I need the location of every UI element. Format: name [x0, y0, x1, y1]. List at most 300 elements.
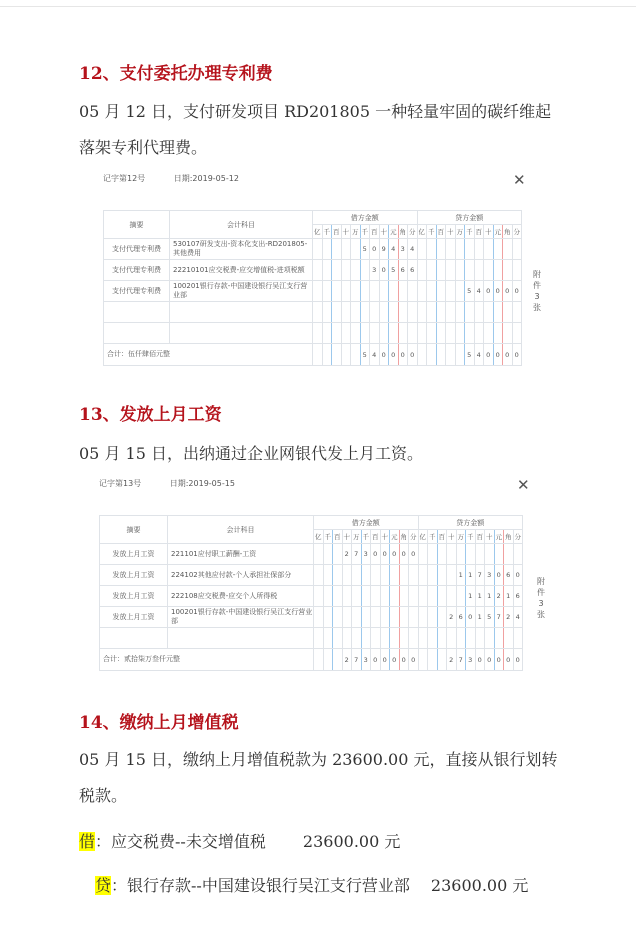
total-debit-digit: 0 — [399, 649, 409, 671]
credit-digit: 4 — [474, 281, 484, 302]
debit-digit — [332, 302, 342, 323]
credit-digit — [465, 260, 475, 281]
debit-digit — [352, 628, 362, 649]
debit-digit: 6 — [408, 260, 418, 281]
total-credit-digit — [417, 344, 427, 366]
credit-digit — [494, 544, 504, 565]
debit-digit — [323, 607, 333, 628]
credit-digit — [513, 628, 523, 649]
debit-digit — [389, 323, 399, 344]
digit-header: 百 — [474, 225, 484, 239]
credit-digit — [428, 565, 438, 586]
credit-digit — [456, 586, 466, 607]
total-debit-digit: 0 — [371, 649, 381, 671]
credit-digit: 0 — [466, 607, 476, 628]
credit-digit: 1 — [485, 586, 495, 607]
debit-digit — [380, 586, 390, 607]
credit-digit — [428, 628, 438, 649]
attachment-note — [531, 269, 543, 313]
debit-digit — [399, 607, 409, 628]
credit-digit — [427, 260, 437, 281]
voucher-header — [99, 478, 235, 489]
credit-digit: 7 — [475, 565, 485, 586]
digit-header: 万 — [455, 225, 465, 239]
row-summary: 发放上月工资 — [100, 586, 168, 607]
credit-digit — [446, 239, 456, 260]
debit-digit: 0 — [409, 544, 419, 565]
credit-digit — [427, 281, 437, 302]
debit-digit: 3 — [361, 544, 371, 565]
total-credit-digit: 0 — [504, 649, 514, 671]
debit-digit — [313, 260, 323, 281]
total-credit-digit — [428, 649, 438, 671]
debit-digit — [361, 565, 371, 586]
credit-digit — [417, 239, 427, 260]
debit-digit — [398, 281, 408, 302]
row-account: 100201银行存款-中国建设银行吴江支行营业部 — [170, 281, 313, 302]
credit-digit — [436, 281, 446, 302]
close-icon[interactable]: ✕ — [513, 171, 526, 189]
debit-digit — [352, 565, 362, 586]
debit-digit — [313, 323, 323, 344]
digit-header: 千 — [427, 225, 437, 239]
total-debit-digit — [314, 649, 324, 671]
voucher-number: 记字第13号 — [99, 479, 142, 488]
credit-digit — [436, 323, 446, 344]
credit-digit — [418, 565, 428, 586]
credit-digit — [503, 260, 513, 281]
debit-digit — [351, 302, 361, 323]
debit-digit — [370, 323, 380, 344]
credit-digit — [466, 628, 476, 649]
debit-digit — [380, 565, 390, 586]
credit-digit: 2 — [447, 607, 457, 628]
col-credit: 贷方金额 — [417, 211, 522, 225]
total-debit-digit: 0 — [380, 649, 390, 671]
total-credit-digit: 0 — [493, 344, 503, 366]
credit-digit — [446, 323, 456, 344]
digit-header: 分 — [409, 530, 419, 544]
digit-header: 角 — [503, 225, 513, 239]
voucher-number: 记字第12号 — [103, 174, 146, 183]
debit-digit — [370, 302, 380, 323]
credit-digit: 0 — [512, 281, 522, 302]
total-credit-digit: 0 — [513, 649, 523, 671]
debit-digit — [323, 544, 333, 565]
voucher-13 — [99, 476, 545, 688]
credit-digit: 6 — [504, 565, 514, 586]
debit-digit: 0 — [371, 544, 381, 565]
debit-digit — [323, 565, 333, 586]
total-debit-digit — [333, 649, 343, 671]
row-summary: 发放上月工资 — [100, 607, 168, 628]
credit-digit: 0 — [484, 281, 494, 302]
credit-digit: 1 — [456, 565, 466, 586]
total-credit-digit — [427, 344, 437, 366]
col-summary: 摘要 — [100, 516, 168, 544]
digit-header: 角 — [399, 530, 409, 544]
digit-header: 万 — [352, 530, 362, 544]
debit-digit — [380, 628, 390, 649]
credit-entry — [95, 873, 528, 896]
digit-header: 元 — [494, 530, 504, 544]
credit-digit — [503, 239, 513, 260]
credit-digit — [474, 323, 484, 344]
total-credit-digit: 4 — [474, 344, 484, 366]
debit-digit: 0 — [399, 544, 409, 565]
debit-digit — [390, 628, 400, 649]
attachment-char: 3 — [534, 292, 540, 301]
credit-digit: 1 — [466, 565, 476, 586]
digit-header: 百 — [332, 225, 342, 239]
table-row[interactable] — [100, 586, 523, 607]
debit-digit: 2 — [342, 544, 352, 565]
debit-digit — [409, 565, 419, 586]
debit-digit — [352, 607, 362, 628]
digit-header: 百 — [333, 530, 343, 544]
digit-header: 百 — [436, 225, 446, 239]
digit-header: 分 — [512, 225, 522, 239]
digit-header: 元 — [389, 225, 399, 239]
row-account: 221101应付职工薪酬-工资 — [168, 544, 314, 565]
digit-header: 亿 — [314, 530, 324, 544]
credit-digit — [437, 607, 447, 628]
table-row[interactable] — [104, 302, 522, 323]
debit-digit — [332, 281, 342, 302]
total-debit-digit — [323, 649, 333, 671]
debit-digit — [389, 302, 399, 323]
total-debit-digit: 7 — [352, 649, 362, 671]
debit-digit — [342, 607, 352, 628]
credit-digit — [474, 302, 484, 323]
debit-digit — [398, 302, 408, 323]
debit-digit — [390, 565, 400, 586]
credit-digit — [465, 302, 475, 323]
total-credit-digit: 2 — [447, 649, 457, 671]
credit-digit — [427, 323, 437, 344]
voucher-12 — [103, 171, 541, 378]
credit-digit — [503, 302, 513, 323]
total-credit-digit: 5 — [465, 344, 475, 366]
credit-digit — [417, 281, 427, 302]
credit-digit — [418, 586, 428, 607]
debit-digit — [408, 281, 418, 302]
credit-digit — [455, 239, 465, 260]
debit-digit — [371, 565, 381, 586]
credit-digit — [437, 586, 447, 607]
credit-digit — [512, 302, 522, 323]
digit-header: 十 — [341, 225, 351, 239]
digit-header: 万 — [351, 225, 361, 239]
credit-digit — [428, 544, 438, 565]
debit-digit — [390, 586, 400, 607]
total-credit-digit: 0 — [484, 344, 494, 366]
table-row[interactable] — [104, 239, 522, 260]
debit-digit — [314, 565, 324, 586]
credit-digit: 5 — [485, 607, 495, 628]
table-row[interactable] — [100, 565, 523, 586]
credit-digit — [455, 323, 465, 344]
credit-digit: 6 — [456, 607, 466, 628]
table-row[interactable] — [100, 628, 523, 649]
digit-header: 元 — [493, 225, 503, 239]
digit-header: 百 — [437, 530, 447, 544]
total-debit-digit — [313, 344, 323, 366]
total-debit-digit: 5 — [360, 344, 370, 366]
debit-digit — [351, 239, 361, 260]
digit-header: 千 — [428, 530, 438, 544]
digit-header: 十 — [342, 530, 352, 544]
debit-tag: 借 — [79, 832, 96, 851]
debit-digit — [409, 628, 419, 649]
digit-header: 千 — [465, 225, 475, 239]
credit-digit — [455, 302, 465, 323]
digit-header: 分 — [513, 530, 523, 544]
total-credit-digit: 7 — [456, 649, 466, 671]
debit-digit — [408, 323, 418, 344]
debit-digit — [409, 586, 419, 607]
digit-header: 万 — [456, 530, 466, 544]
debit-digit: 0 — [390, 544, 400, 565]
credit-digit — [504, 544, 514, 565]
section-12-heading: 12、支付委托办理专利费 — [79, 64, 273, 84]
debit-digit — [333, 628, 343, 649]
debit-digit — [323, 586, 333, 607]
debit-digit — [333, 586, 343, 607]
voucher-table — [99, 515, 523, 671]
debit-digit — [314, 544, 324, 565]
credit-digit — [475, 628, 485, 649]
debit-digit — [409, 607, 419, 628]
debit-digit — [351, 260, 361, 281]
debit-digit: 6 — [398, 260, 408, 281]
attachment-note — [535, 576, 547, 620]
credit-digit — [417, 323, 427, 344]
credit-digit: 1 — [504, 586, 514, 607]
debit-digit — [351, 281, 361, 302]
credit-digit — [446, 302, 456, 323]
debit-digit: 0 — [380, 544, 390, 565]
credit-digit — [484, 239, 494, 260]
header-row — [104, 211, 522, 225]
credit-digit — [447, 565, 457, 586]
row-summary: 支付代理专利费 — [104, 281, 170, 302]
debit-digit — [332, 260, 342, 281]
row-account: 222108应交税费-应交个人所得税 — [168, 586, 314, 607]
total-credit-digit — [436, 344, 446, 366]
credit-digit: 4 — [513, 607, 523, 628]
debit-digit — [361, 586, 371, 607]
debit-entry-text: ：应交税费--未交增值税 23600.00 元 — [95, 832, 401, 851]
row-account — [168, 628, 314, 649]
credit-digit — [436, 302, 446, 323]
debit-digit: 0 — [370, 239, 380, 260]
credit-digit — [437, 628, 447, 649]
credit-digit — [474, 239, 484, 260]
debit-digit — [371, 628, 381, 649]
debit-digit — [379, 302, 389, 323]
credit-digit — [436, 260, 446, 281]
credit-digit — [428, 607, 438, 628]
debit-digit — [341, 302, 351, 323]
credit-digit — [494, 628, 504, 649]
debit-digit — [352, 586, 362, 607]
debit-digit — [371, 586, 381, 607]
digit-header: 亿 — [313, 225, 323, 239]
debit-digit — [398, 323, 408, 344]
debit-digit — [314, 628, 324, 649]
debit-digit — [333, 565, 343, 586]
debit-digit — [322, 281, 332, 302]
total-debit-digit: 0 — [408, 344, 418, 366]
credit-digit — [493, 323, 503, 344]
debit-digit — [332, 239, 342, 260]
total-debit-digit: 2 — [342, 649, 352, 671]
total-debit-digit — [332, 344, 342, 366]
debit-digit — [342, 565, 352, 586]
debit-digit — [332, 323, 342, 344]
debit-digit: 4 — [408, 239, 418, 260]
total-credit-digit — [418, 649, 428, 671]
col-account: 会计科目 — [168, 516, 314, 544]
debit-digit: 5 — [389, 260, 399, 281]
debit-digit — [360, 302, 370, 323]
credit-entry-text: ：银行存款--中国建设银行吴江支行营业部 23600.00 元 — [111, 876, 529, 895]
row-summary: 发放上月工资 — [100, 544, 168, 565]
total-label: 合计：伍仟肆佰元整 — [104, 344, 313, 366]
credit-digit — [436, 239, 446, 260]
total-row — [104, 344, 522, 366]
voucher-date: 日期:2019-05-15 — [169, 479, 235, 488]
total-credit-digit: 0 — [503, 344, 513, 366]
credit-digit — [512, 239, 522, 260]
debit-digit — [322, 302, 332, 323]
total-debit-digit — [322, 344, 332, 366]
digit-header: 十 — [379, 225, 389, 239]
table-row[interactable] — [100, 544, 523, 565]
digit-header: 十 — [485, 530, 495, 544]
digit-header: 十 — [446, 225, 456, 239]
credit-digit: 5 — [465, 281, 475, 302]
total-debit-digit: 0 — [389, 344, 399, 366]
total-debit-digit: 0 — [379, 344, 389, 366]
digit-header: 亿 — [418, 530, 428, 544]
debit-digit — [314, 586, 324, 607]
total-credit-digit: 0 — [485, 649, 495, 671]
digit-header: 十 — [447, 530, 457, 544]
credit-digit — [456, 628, 466, 649]
total-debit-digit: 0 — [409, 649, 419, 671]
credit-digit: 0 — [503, 281, 513, 302]
credit-digit: 6 — [513, 586, 523, 607]
credit-digit — [427, 302, 437, 323]
debit-digit — [379, 323, 389, 344]
debit-digit — [360, 323, 370, 344]
table-row[interactable] — [104, 260, 522, 281]
digit-header: 角 — [504, 530, 514, 544]
credit-digit — [437, 544, 447, 565]
section-12-paragraph: 05 月 12 日，支付研发项目 RD201805 一种轻量牢固的碳纤维起落架专利代理费。 — [79, 102, 552, 157]
credit-digit — [447, 628, 457, 649]
debit-digit — [342, 586, 352, 607]
credit-digit — [428, 586, 438, 607]
debit-digit — [341, 323, 351, 344]
debit-digit — [341, 239, 351, 260]
debit-digit: 7 — [352, 544, 362, 565]
debit-digit — [351, 323, 361, 344]
row-summary — [104, 323, 170, 344]
voucher-header — [103, 173, 239, 184]
credit-digit — [485, 628, 495, 649]
debit-digit — [341, 281, 351, 302]
credit-digit — [418, 607, 428, 628]
debit-digit — [322, 323, 332, 344]
debit-digit — [313, 239, 323, 260]
debit-digit — [342, 628, 352, 649]
total-debit-digit: 0 — [398, 344, 408, 366]
attachment-char: 张 — [533, 303, 541, 312]
credit-digit — [474, 260, 484, 281]
credit-digit: 7 — [494, 607, 504, 628]
credit-digit — [466, 544, 476, 565]
debit-entry — [79, 829, 400, 852]
table-row[interactable] — [100, 607, 523, 628]
credit-digit: 1 — [475, 586, 485, 607]
debit-digit: 9 — [379, 239, 389, 260]
debit-digit — [313, 302, 323, 323]
debit-digit — [314, 607, 324, 628]
debit-digit — [333, 607, 343, 628]
digit-header: 十 — [380, 530, 390, 544]
debit-digit — [360, 281, 370, 302]
total-credit-digit: 0 — [475, 649, 485, 671]
credit-digit — [503, 323, 513, 344]
credit-digit — [504, 628, 514, 649]
credit-digit — [512, 260, 522, 281]
debit-digit — [333, 544, 343, 565]
row-summary: 支付代理专利费 — [104, 239, 170, 260]
credit-digit — [446, 260, 456, 281]
credit-digit — [493, 302, 503, 323]
credit-digit: 0 — [513, 565, 523, 586]
credit-digit — [417, 260, 427, 281]
credit-tag: 贷 — [95, 876, 112, 895]
digit-header: 千 — [360, 225, 370, 239]
credit-digit — [465, 239, 475, 260]
debit-digit: 0 — [379, 260, 389, 281]
section-14-heading: 14、缴纳上月增值税 — [79, 713, 239, 733]
debit-digit — [399, 628, 409, 649]
close-icon[interactable]: ✕ — [517, 476, 530, 494]
section-13-paragraph: 05 月 15 日，出纳通过企业网银代发上月工资。 — [79, 444, 423, 463]
credit-digit — [437, 565, 447, 586]
credit-digit — [493, 260, 503, 281]
credit-digit: 1 — [475, 607, 485, 628]
total-debit-digit — [351, 344, 361, 366]
credit-digit: 0 — [494, 565, 504, 586]
credit-digit — [417, 302, 427, 323]
table-row[interactable] — [104, 323, 522, 344]
digit-header: 千 — [361, 530, 371, 544]
table-row[interactable] — [104, 281, 522, 302]
attachment-char: 附 — [537, 577, 545, 586]
debit-digit — [399, 565, 409, 586]
total-debit-digit: 4 — [370, 344, 380, 366]
total-debit-digit — [341, 344, 351, 366]
total-label: 合计：贰拾柒万叁仟元整 — [100, 649, 314, 671]
total-credit-digit — [455, 344, 465, 366]
credit-digit — [484, 323, 494, 344]
